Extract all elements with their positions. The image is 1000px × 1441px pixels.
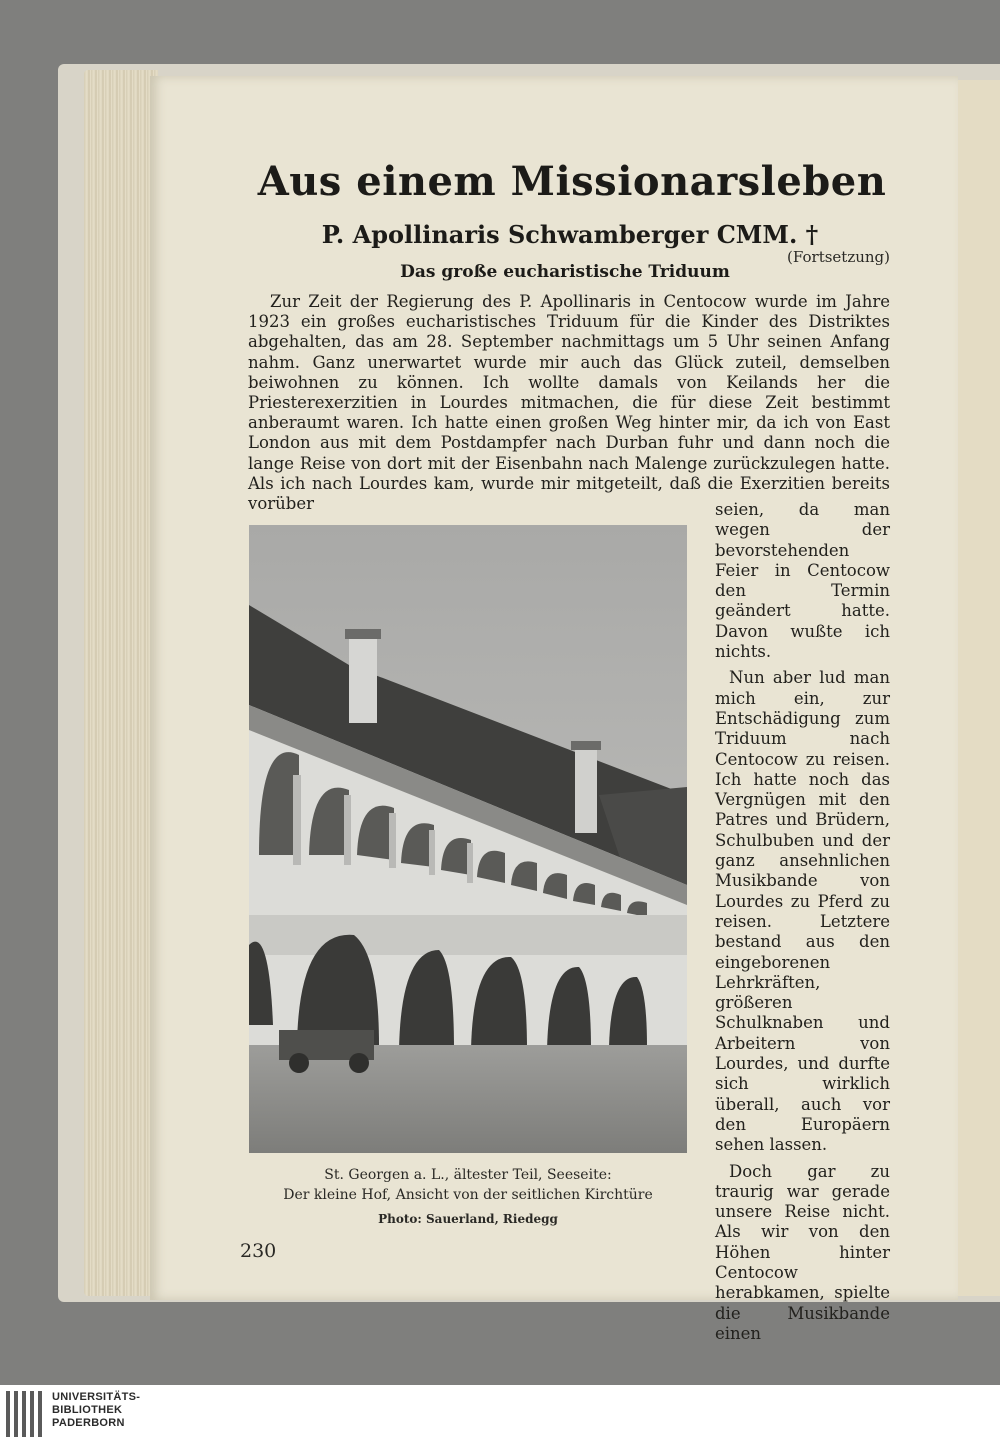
page-number: 230	[240, 1240, 277, 1262]
article-body-column	[715, 500, 890, 1350]
article-author: P. Apollinaris Schwamberger CMM. †	[321, 220, 819, 249]
library-name-line-3: PADERBORN	[52, 1417, 125, 1429]
caption-line-1: St. Georgen a. L., ältester Teil, Seeseite:	[324, 1167, 612, 1183]
page-edges	[84, 70, 158, 1296]
library-name-line-1: UNIVERSITÄTS-	[52, 1391, 141, 1403]
caption-line-2: Der kleine Hof, Ansicht von der seitlichen Kirchtüre	[283, 1187, 653, 1203]
continued-note: (Fortsetzung)	[787, 248, 890, 266]
paragraph-1-continuation: seien, da man wegen der bevorstehenden Feier in Centocow den Termin geändert hatte. Davon wußte ich nichts.	[715, 500, 890, 662]
courtyard-photo	[249, 525, 687, 1153]
paragraph-3: Doch gar zu traurig war gerade unsere Reise nicht. Als wir von den Höhen hinter Centocow herabkamen, spielte die Musikbande einen	[715, 1161, 890, 1343]
paragraph-2: Nun aber lud man mich ein, zur Entschädigung zum Triduum nach Centocow zu reisen. Ich hatte noch das Vergnügen mit den Patres und Brüdern, Schulbuben und der ganz ansehnlichen Musikbande von Lourdes zu Pferd zu reisen. Letztere bestand aus den eingeborenen Lehrkräften, größeren Schulknaben und Arbeitern von Lourdes, und durfte sich wirklich überall, auch vor den Europäern sehen lassen.	[715, 668, 890, 1155]
courtyard-photo-drawing	[249, 525, 687, 1153]
facing-page-edge	[958, 80, 1000, 1296]
photo-caption	[249, 1165, 687, 1205]
library-footer	[0, 1385, 1000, 1441]
library-name	[52, 1391, 140, 1430]
section-heading: Das große eucharistische Triduum	[400, 262, 730, 282]
library-name-line-2: BIBLIOTHEK	[52, 1404, 123, 1416]
photo-credit: Photo: Sauerland, Riedegg	[378, 1212, 558, 1226]
library-logo-icon	[6, 1391, 46, 1437]
article-body-top	[248, 292, 890, 514]
article-title: Aus einem Missionarsleben	[257, 158, 887, 205]
paragraph-1: Zur Zeit der Regierung des P. Apollinaris in Centocow wurde im Jahre 1923 ein großes eucharistisches Triduum für die Kinder des Distriktes abgehalten, das am 28. September nachmittags um 5 Uhr seinen Anfang nahm. Ganz unerwartet wurde mir auch das Glück zuteil, demselben beiwohnen zu können. Ich wollte damals von Keilands her die Priesterexerzitien in Lourdes mitmachen, die für diese Zeit bestimmt anberaumt waren. Ich hatte einen großen Weg hinter mir, da ich von East London aus mit dem Postdampfer nach Durban fuhr und dann noch die lange Reise von dort mit der Eisenbahn nach Malenge zurückzulegen hatte. Als ich nach Lourdes kam, wurde mir mitgeteilt, daß die Exerzitien bereits vorüber	[248, 292, 890, 514]
